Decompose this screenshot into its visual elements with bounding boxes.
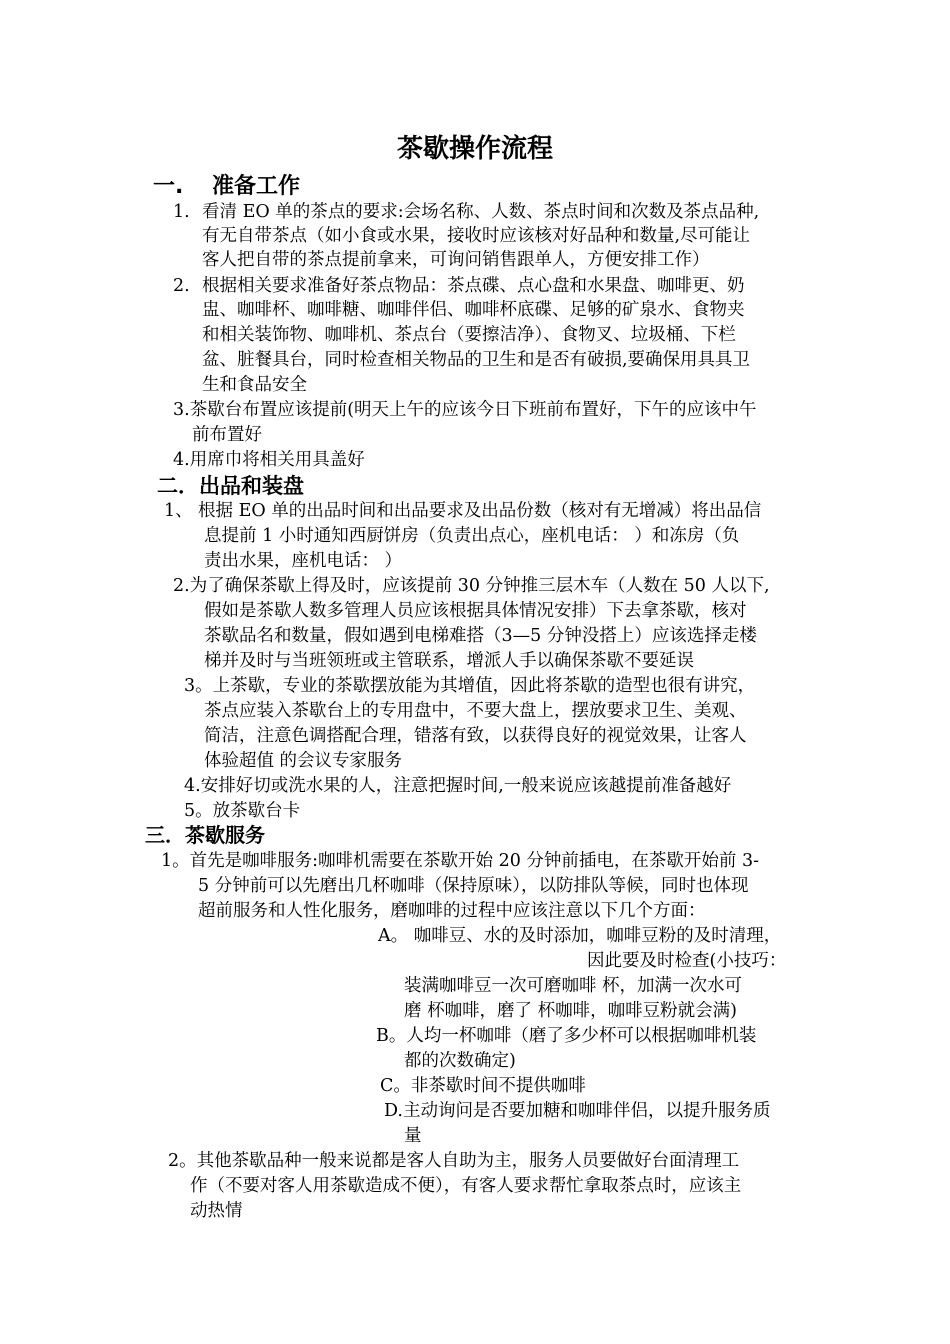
s1-item-2-number: 2. <box>173 276 190 296</box>
s2-item-2-line-4: 梯并及时与当班领班或主管联系，增派人手以确保茶歇不要延误 <box>204 651 694 671</box>
s1-item-3-line-2: 前布置好 <box>192 425 262 445</box>
s1-item-2-line-1: 根据相关要求准备好茶点物品：茶点碟、点心盘和水果盘、咖啡更、奶 <box>202 276 745 296</box>
s3-sub-c-line-1: C。非茶歇时间不提供咖啡 <box>380 1076 586 1096</box>
s1-item-2-line-2: 盅、咖啡杯、咖啡糖、咖啡伴侣、咖啡杯底碟、足够的矿泉水、食物夹 <box>202 300 745 320</box>
s2-item-1-line-3: 责出水果，座机电话： ） <box>204 551 403 571</box>
s2-item-3-line-4: 体验超值 的会议专家服务 <box>204 751 403 771</box>
s1-item-4-line-1: 4.用席巾将相关用具盖好 <box>173 450 365 470</box>
s3-sub-a-line-1: A。 咖啡豆、水的及时添加，咖啡豆粉的及时清理， <box>378 926 782 946</box>
s1-item-1-line-1: 看清 EO 单的茶点的要求:会场名称、人数、茶点时间和次数及茶点品种, <box>202 202 760 222</box>
s1-item-2-line-5: 生和食品安全 <box>202 375 307 395</box>
section-1-number: 一. <box>153 174 184 199</box>
s2-item-2-line-3: 茶歇品名和数量，假如遇到电梯难搭（3—5 分钟没搭上）应该选择走楼 <box>204 626 757 646</box>
s3-item-2-line-1: 2。其他茶歇品种一般来说都是客人自助为主，服务人员要做好台面清理工 <box>168 1151 740 1171</box>
s3-item-1-line-1: 1。首先是咖啡服务:咖啡机需要在茶歇开始 20 分钟前插电，在茶歇开始前 3- <box>161 851 760 871</box>
s3-sub-a-line-3: 装满咖啡豆一次可磨咖啡 杯，加满一次水可 <box>404 976 743 996</box>
document-title: 茶歇操作流程 <box>396 134 553 164</box>
s1-item-1-line-2: 有无自带茶点（如小食或水果，接收时应该核对好品种和数量,尽可能让 <box>202 226 751 246</box>
s3-item-1-line-3: 超前服务和人性化服务，磨咖啡的过程中应该注意以下几个方面： <box>198 901 706 921</box>
s2-item-2-line-1: 2.为了确保茶歇上得及时，应该提前 30 分钟推三层木车（人数在 50 人以下, <box>173 576 770 596</box>
s2-item-4-line-1: 4.安排好切或洗水果的人，注意把握时间,一般来说应该越提前准备越好 <box>184 776 732 796</box>
s2-item-2-line-2: 假如是茶歇人数多管理人员应该根据具体情况安排）下去拿茶歇，核对 <box>204 601 747 621</box>
s1-item-1-number: 1. <box>173 202 190 222</box>
s1-item-3-line-1: 3.茶歇台布置应该提前(明天上午的应该今日下班前布置好，下午的应该中午 <box>173 400 757 420</box>
s2-item-3-line-2: 茶点应装入茶歇台上的专用盘中，不要大盘上，摆放要求卫生、美观、 <box>204 701 747 721</box>
s3-sub-b-line-2: 都的次数确定) <box>404 1051 516 1071</box>
s2-item-1-line-1: 根据 EO 单的出品时间和出品要求及出品份数（核对有无增减）将出品信 <box>198 501 762 521</box>
s3-item-1-line-2: 5 分钟前可以先磨出几杯咖啡（保持原味），以防排队等候，同时也体现 <box>198 876 749 896</box>
s1-item-2-line-4: 盆、脏餐具台，同时检查相关物品的卫生和是否有破损,要确保用具具卫 <box>202 350 751 370</box>
s3-sub-d-line-2: 量 <box>404 1126 422 1146</box>
s3-sub-a-line-2: 因此要及时检查(小技巧： <box>587 951 787 971</box>
s2-item-3-line-1: 3。上茶歇，专业的茶歇摆放能为其增值，因此将茶歇的造型也很有讲究， <box>184 676 756 696</box>
section-3-heading: 三．茶歇服务 <box>145 823 265 847</box>
s3-item-2-line-3: 动热情 <box>190 1201 243 1221</box>
s2-item-3-line-3: 简洁，注意色调搭配合理，错落有致，以获得良好的视觉效果，让客人 <box>204 726 747 746</box>
s2-item-1-number: 1、 <box>164 501 193 521</box>
section-2-heading: 二．出品和装盘 <box>157 474 304 498</box>
s1-item-2-line-3: 和相关装饰物、咖啡机、茶点台（要擦洁净）、食物叉、垃圾桶、下栏 <box>202 325 736 345</box>
s3-sub-a-line-4: 磨 杯咖啡，磨了 杯咖啡，咖啡豆粉就会满) <box>404 1001 737 1021</box>
s3-item-2-line-2: 作（不要对客人用茶歇造成不便），有客人要求帮忙拿取茶点时，应该主 <box>190 1176 742 1196</box>
s2-item-1-line-2: 息提前 1 小时通知西厨饼房（负责出点心，座机电话： ）和冻房（负 <box>204 526 740 546</box>
s3-sub-b-line-1: B。人均一杯咖啡（磨了多少杯可以根据咖啡机装 <box>376 1026 757 1046</box>
section-1-heading: 准备工作 <box>212 174 301 199</box>
s1-item-1-line-3: 客人把自带的茶点提前拿来，可询问销售跟单人，方便安排工作） <box>202 250 710 270</box>
s3-sub-d-line-1: D.主动询问是否要加糖和咖啡伴侣，以提升服务质 <box>384 1101 771 1121</box>
s2-item-5-line-1: 5。放茶歇台卡 <box>184 801 301 821</box>
